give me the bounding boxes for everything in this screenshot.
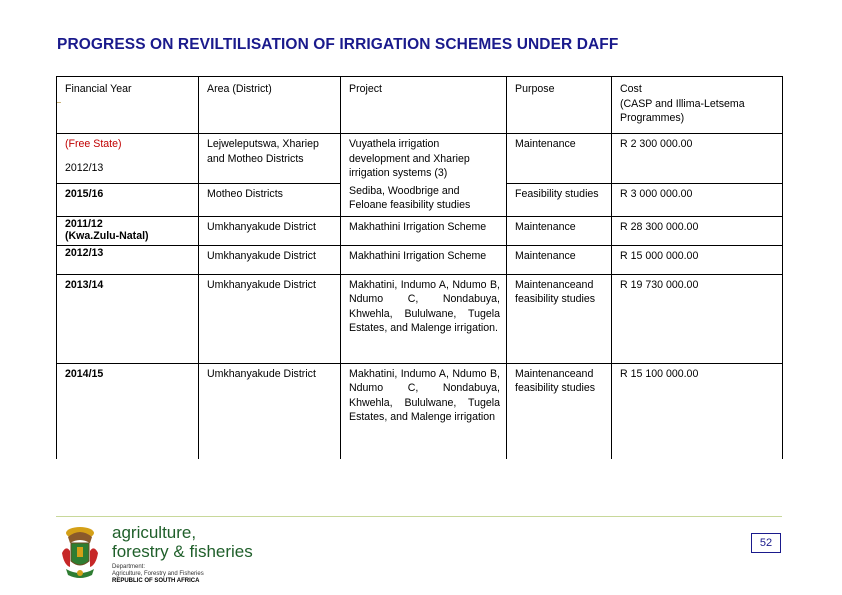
header-financial-year: Financial Year xyxy=(57,77,199,134)
header-project: Project xyxy=(341,77,507,134)
logo-republic: REPUBLIC OF SOUTH AFRICA xyxy=(112,578,200,584)
table-row xyxy=(57,363,783,459)
header-purpose: Purpose xyxy=(507,77,612,134)
table-row xyxy=(57,216,783,245)
cell-year xyxy=(57,216,199,245)
cell-cost: R 19 730 000.00 xyxy=(612,274,783,363)
province-label: (Kwa.Zulu-Natal) xyxy=(65,229,149,242)
logo-text xyxy=(112,523,253,585)
header-area: Area (District) xyxy=(199,77,341,134)
table-row xyxy=(57,134,783,184)
year-value: 2012/13 xyxy=(65,246,104,259)
cell-cost: R 3 000 000.00 xyxy=(612,183,783,216)
header-cost xyxy=(612,77,783,134)
table-row xyxy=(57,245,783,274)
year-value: 2014/15 xyxy=(65,367,104,380)
cell-area: Umkhanyakude District xyxy=(199,216,341,245)
logo-department-name: Agriculture, Forestry and Fisheries xyxy=(112,571,204,577)
cell-purpose: Maintenance xyxy=(507,245,612,274)
cell-cost: R 2 300 000.00 xyxy=(612,134,783,184)
logo-line-2: forestry & fisheries xyxy=(112,542,253,561)
province-label: (Free State) xyxy=(65,138,122,150)
table-header-row xyxy=(57,77,783,134)
cell-area: Umkhanyakude District xyxy=(199,363,341,459)
project-free-state-1: Vuyathela irrigation development and Xhariep irrigation systems (3) xyxy=(349,138,470,179)
cell-year xyxy=(57,274,199,363)
project-free-state-2: Sediba, Woodbrige and Feloane feasibility studies xyxy=(349,184,471,211)
year-value: 2015/16 xyxy=(65,187,104,200)
cell-year xyxy=(57,245,199,274)
cell-cost: R 15 100 000.00 xyxy=(612,363,783,459)
header-cost-subtitle: (CASP and Illima-Letsema Programmes) xyxy=(620,97,745,124)
cell-year xyxy=(57,363,199,459)
irrigation-schemes-table xyxy=(56,76,783,459)
cell-project: Makhatini, Indumo A, Ndumo B, Ndumo C, Nondabuya, Khwehla, Bululwane, Tugela Estates, and Malenge irrigation. xyxy=(341,274,507,363)
cell-year xyxy=(57,183,199,216)
cell-area: Lejweleputswa, Xhariep and Motheo Districts xyxy=(199,134,341,184)
cell-purpose: Maintenance xyxy=(507,134,612,184)
cell-area: Umkhanyakude District xyxy=(199,245,341,274)
footer-divider xyxy=(56,516,782,517)
cell-area: Motheo Districts xyxy=(199,183,341,216)
coat-of-arms-icon xyxy=(56,523,104,583)
year-value: 2011/12 xyxy=(65,217,103,230)
year-value: 2012/13 xyxy=(65,161,104,174)
cell-purpose: Feasibility studies xyxy=(507,183,612,216)
year-value: 2013/14 xyxy=(65,278,104,291)
cell-year xyxy=(57,134,199,184)
cell-project: Makhatini, Indumo A, Ndumo B, Ndumo C, Nondabuya, Khwehla, Bululwane, Tugela Estates, and Malenge irrigation xyxy=(341,363,507,459)
department-logo xyxy=(56,523,256,585)
cell-project xyxy=(341,134,507,217)
cell-project: Makhathini Irrigation Scheme xyxy=(341,245,507,274)
header-cost-title: Cost xyxy=(620,83,642,95)
cell-cost: R 15 000 000.00 xyxy=(612,245,783,274)
logo-department: Department: xyxy=(112,564,146,570)
cell-purpose: Maintenanceand feasibility studies xyxy=(507,274,612,363)
cell-purpose: Maintenanceand feasibility studies xyxy=(507,363,612,459)
table-row xyxy=(57,274,783,363)
cell-cost: R 28 300 000.00 xyxy=(612,216,783,245)
logo-line-1: agriculture, xyxy=(112,523,197,542)
cell-project: Makhathini Irrigation Scheme xyxy=(341,216,507,245)
page-number: 52 xyxy=(751,533,781,553)
page-title: PROGRESS ON REVILTILISATION OF IRRIGATION SCHEMES UNDER DAFF xyxy=(57,36,619,53)
cell-area: Umkhanyakude District xyxy=(199,274,341,363)
cell-purpose: Maintenance xyxy=(507,216,612,245)
